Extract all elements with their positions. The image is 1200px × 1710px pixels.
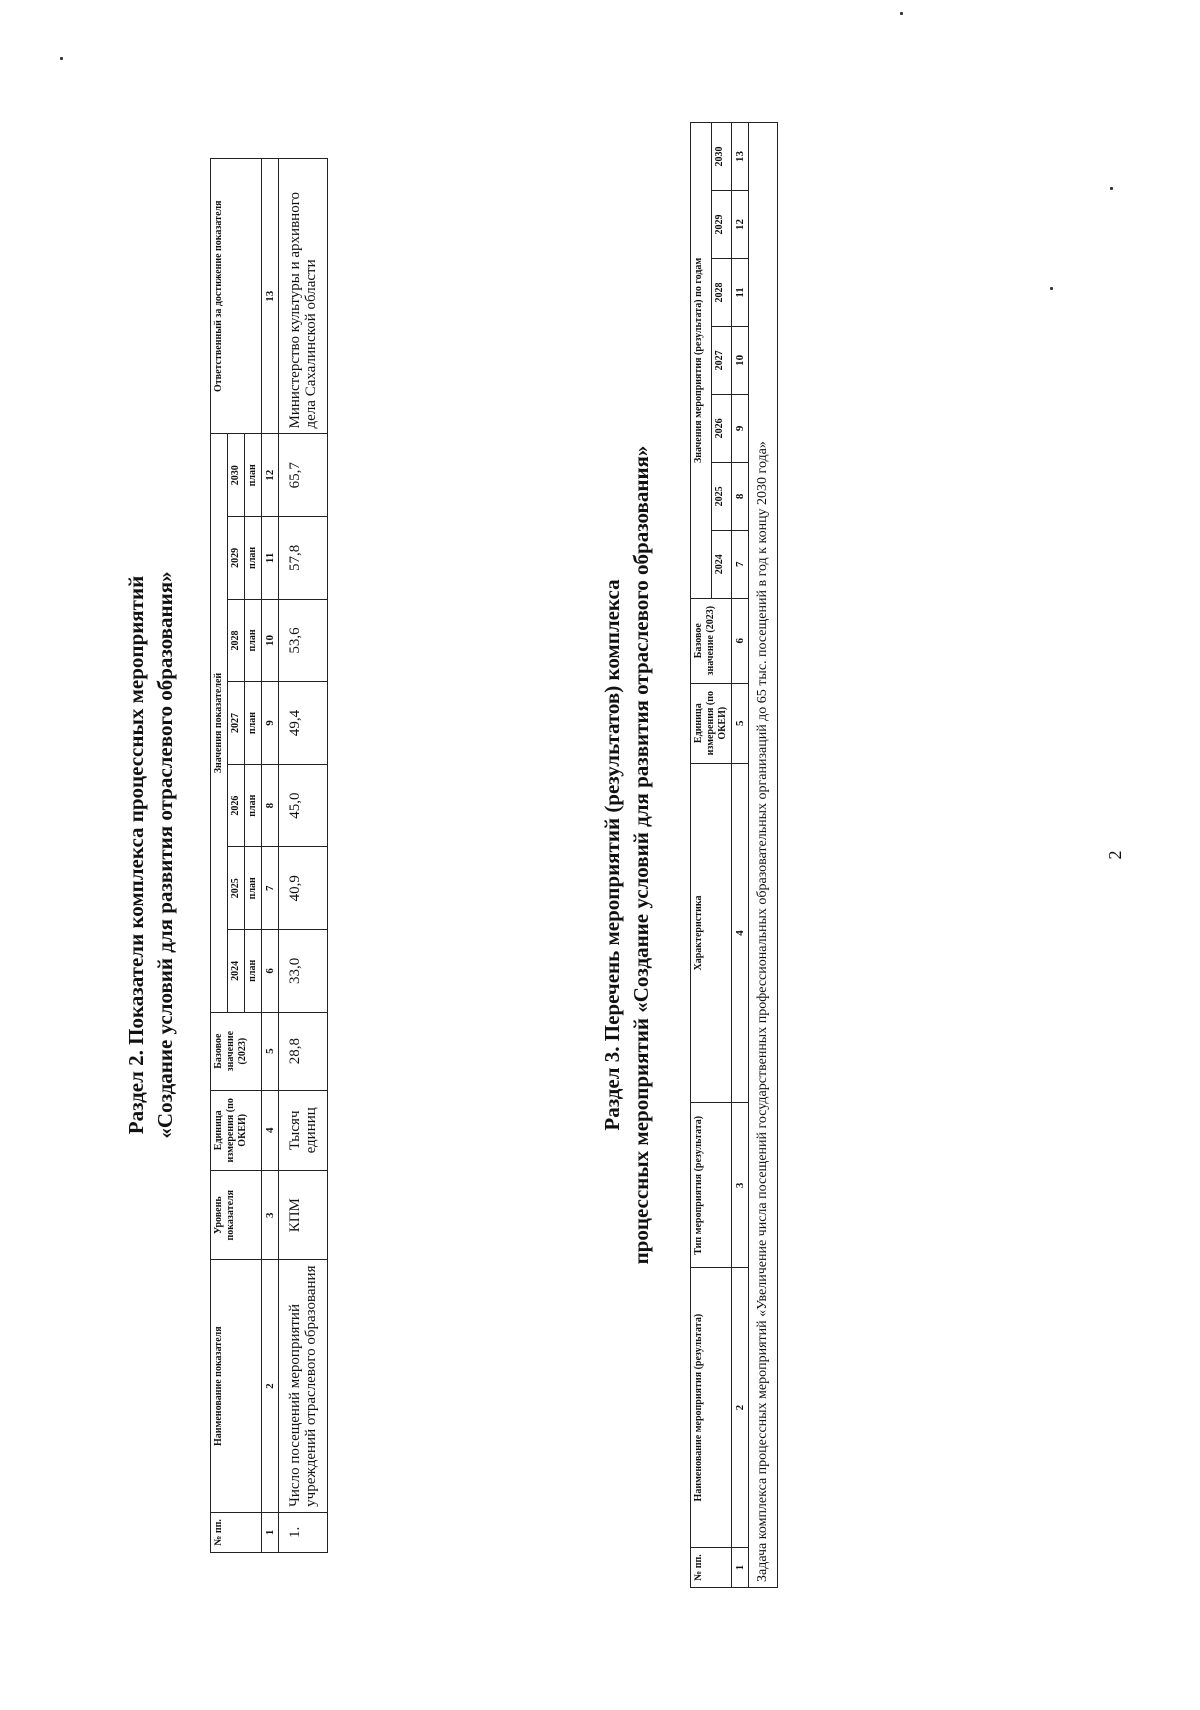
- scan-speck: [1110, 187, 1113, 190]
- indicators-table: [210, 158, 328, 1553]
- header-plan: план: [245, 930, 262, 1013]
- header-event-type: Тип мероприятия (результата): [691, 1103, 732, 1268]
- indicator-value: 53,6: [279, 599, 328, 682]
- header-year: 2026: [228, 764, 245, 847]
- column-number: 5: [732, 683, 749, 763]
- header-plan: план: [245, 599, 262, 682]
- column-number: 3: [262, 1170, 279, 1259]
- column-number: 9: [262, 682, 279, 765]
- column-number: 12: [732, 191, 749, 259]
- header-plan: план: [245, 517, 262, 600]
- events-table: [690, 122, 778, 1588]
- header-year: 2028: [228, 599, 245, 682]
- header-num: № пп.: [211, 1512, 262, 1552]
- table-row: [749, 123, 778, 1588]
- scan-speck: [60, 57, 63, 60]
- header-year: 2025: [711, 462, 732, 530]
- header-event-name: Наименование мероприятия (результата): [691, 1268, 732, 1548]
- column-number: 4: [732, 763, 749, 1103]
- header-indicator-name: Наименование показателя: [211, 1260, 262, 1512]
- header-values: Значения мероприятия (результата) по годам: [691, 123, 712, 599]
- header-year: 2030: [228, 434, 245, 517]
- header-base: Базовое значение (2023): [691, 598, 732, 683]
- indicator-value: 45,0: [279, 764, 328, 847]
- section2-title-line1: Раздел 2. Показатели комплекса процессных мероприятий: [124, 575, 148, 1135]
- header-year: 2024: [228, 930, 245, 1013]
- header-base: Базовое значение (2023): [211, 1012, 262, 1090]
- column-number: 4: [262, 1090, 279, 1170]
- table2-header-row1: [211, 159, 228, 1553]
- header-unit: Единица измерения (по ОКЕИ): [211, 1090, 262, 1170]
- header-characteristic: Характеристика: [691, 763, 732, 1103]
- column-number: 6: [262, 930, 279, 1013]
- column-number: 2: [262, 1260, 279, 1512]
- section3-title-line1: Раздел 3. Перечень мероприятий (результатов) комплекса: [600, 579, 624, 1131]
- column-number: 2: [732, 1268, 749, 1548]
- header-year: 2028: [711, 258, 732, 326]
- task-description: Задача комплекса процессных мероприятий «Увеличение числа посещений государственных профессиональных образовательных организаций до 65 тыс. посещений в год к концу 2030 года»: [749, 123, 778, 1588]
- column-number: 8: [262, 764, 279, 847]
- table3-column-numbers: [732, 123, 749, 1588]
- header-num: № пп.: [691, 1548, 732, 1588]
- header-year: 2025: [228, 847, 245, 930]
- scan-speck: [1050, 287, 1053, 290]
- section3-heading: [598, 0, 656, 1710]
- header-year: 2026: [711, 394, 732, 462]
- table3-header-row1: [691, 123, 712, 1588]
- column-number: 13: [262, 159, 279, 434]
- column-number: 1: [732, 1548, 749, 1588]
- column-number: 7: [262, 847, 279, 930]
- indicator-responsible: Министерство культуры и архивного дела Сахалинской области: [279, 159, 328, 434]
- column-number: 9: [732, 394, 749, 462]
- table-row: [279, 159, 328, 1553]
- table2-column-numbers: [262, 159, 279, 1553]
- header-plan: план: [245, 764, 262, 847]
- header-year: 2030: [711, 123, 732, 191]
- header-year: 2029: [711, 191, 732, 259]
- section3-title-line2: процессных мероприятий «Создание условий для развития отраслевого образования»: [629, 445, 653, 1265]
- indicator-value: 33,0: [279, 930, 328, 1013]
- column-number: 13: [732, 123, 749, 191]
- indicator-level: КПМ: [279, 1170, 328, 1259]
- header-year: 2029: [228, 517, 245, 600]
- header-level: Уровень показателя: [211, 1170, 262, 1259]
- header-unit: Единица измерения (по ОКЕИ): [691, 683, 732, 763]
- header-year: 2027: [711, 326, 732, 394]
- column-number: 3: [732, 1103, 749, 1268]
- section2-title-line2: «Создание условий для развития отраслевого образования»: [153, 571, 177, 1139]
- column-number: 6: [732, 598, 749, 683]
- column-number: 5: [262, 1012, 279, 1090]
- column-number: 12: [262, 434, 279, 517]
- indicator-value: 65,7: [279, 434, 328, 517]
- header-plan: план: [245, 847, 262, 930]
- column-number: 10: [732, 326, 749, 394]
- indicator-base: 28,8: [279, 1012, 328, 1090]
- header-plan: план: [245, 434, 262, 517]
- column-number: 8: [732, 462, 749, 530]
- page-number: 2: [1105, 850, 1125, 860]
- scan-speck: [900, 12, 903, 15]
- column-number: 11: [732, 258, 749, 326]
- column-number: 7: [732, 530, 749, 598]
- indicator-unit: Тысяч единиц: [279, 1090, 328, 1170]
- indicator-value: 49,4: [279, 682, 328, 765]
- header-values: Значения показателей: [211, 434, 228, 1012]
- header-year: 2024: [711, 530, 732, 598]
- column-number: 1: [262, 1512, 279, 1552]
- header-responsible: Ответственный за достижение показателя: [211, 159, 262, 434]
- indicator-value: 57,8: [279, 517, 328, 600]
- column-number: 10: [262, 599, 279, 682]
- header-year: 2027: [228, 682, 245, 765]
- indicator-name: Число посещений мероприятий учреждений отраслевого образования: [279, 1260, 328, 1512]
- column-number: 11: [262, 517, 279, 600]
- row-num: 1.: [279, 1512, 328, 1552]
- section2-heading: [122, 0, 180, 1710]
- indicator-value: 40,9: [279, 847, 328, 930]
- header-plan: план: [245, 682, 262, 765]
